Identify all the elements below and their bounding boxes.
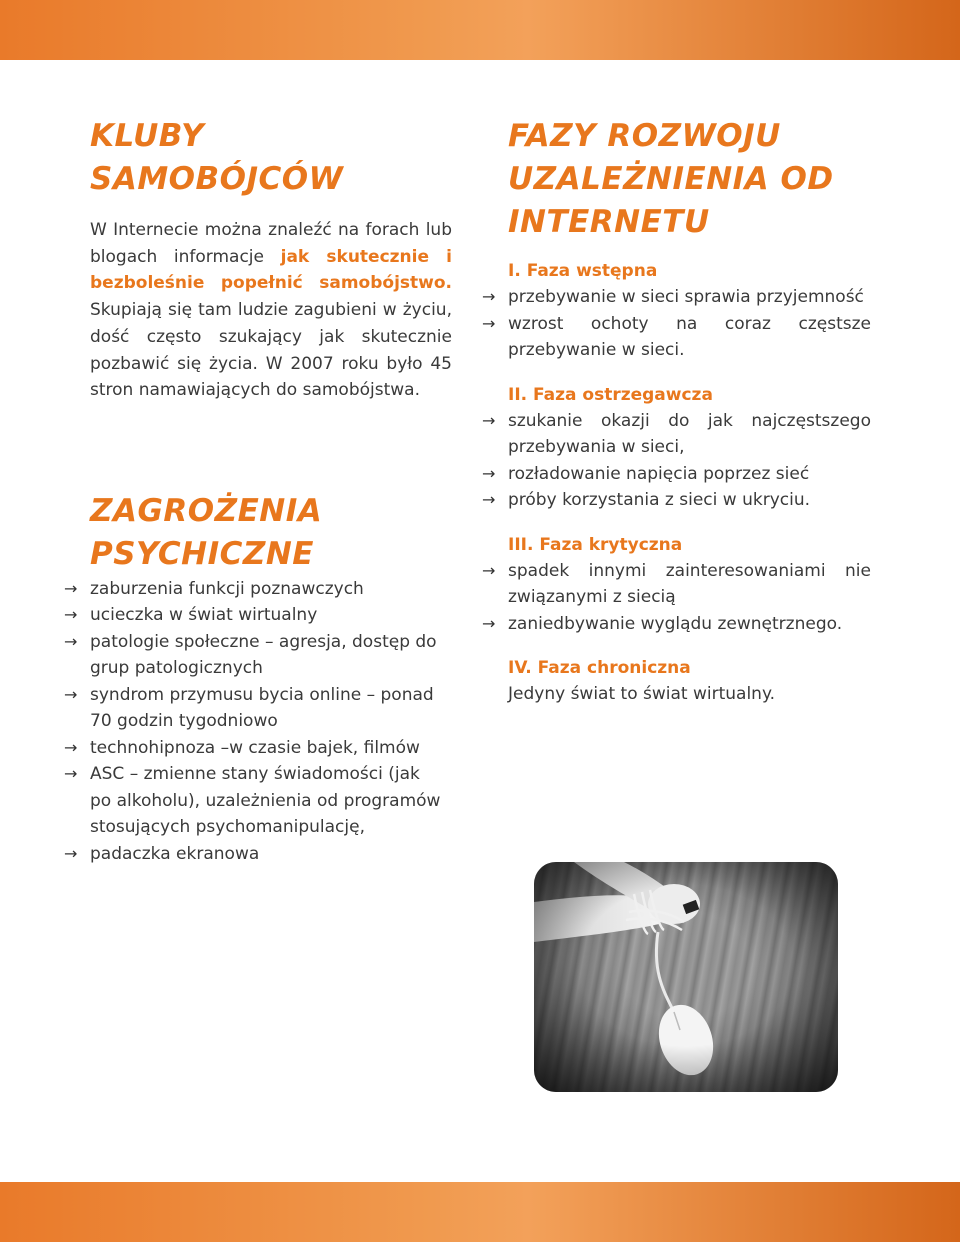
clubs-heading-line2: SAMOBÓJCÓW	[90, 161, 344, 197]
list-item	[64, 682, 452, 735]
tied-hands-mouse-photo	[534, 862, 838, 1092]
list-item-text: próby korzystania z sieci w ukryciu.	[508, 490, 810, 510]
right-column	[482, 115, 871, 707]
arrow-right-icon: →	[64, 578, 78, 598]
phase-2	[482, 382, 871, 514]
photo-illustration	[534, 862, 838, 1092]
list-item	[64, 761, 452, 841]
list-item	[482, 558, 871, 611]
phase-title: I. Faza wstępna	[508, 261, 658, 281]
clubs-text-highlight: jak skutecznie i bezboleśnie popełnić samobójstwo.	[90, 246, 452, 294]
list-item-text: wzrost ochoty na coraz częstsze przebywanie w sieci.	[508, 313, 871, 360]
phase-1-list	[482, 284, 871, 364]
arrow-right-icon: →	[482, 313, 496, 333]
list-item-text: ucieczka w świat wirtualny	[90, 605, 318, 626]
phases-heading	[508, 115, 871, 244]
phase-3-list	[482, 558, 871, 638]
clubs-text-end: Skupiają się tam ludzie zagubieni w życiu, dość często szukający jak skutecznie pozbawić się życia. W 2007 roku było 45 stron namawiających do samobójstwa.	[90, 300, 452, 401]
phase-title: IV. Faza chroniczna	[508, 658, 691, 678]
arrow-right-icon: →	[64, 737, 78, 757]
list-item	[64, 841, 452, 868]
list-item	[64, 629, 452, 682]
arrow-right-icon: →	[64, 843, 78, 863]
list-item-text: rozładowanie napięcia poprzez sieć	[508, 463, 810, 484]
phase-1	[482, 258, 871, 364]
phase-2-list	[482, 408, 871, 514]
list-item-text: zaniedbywanie wyglądu zewnętrznego.	[508, 613, 843, 634]
list-item-text: technohipnoza –w czasie bajek, filmów	[90, 737, 420, 758]
phases-heading-line1: FAZY ROZWOJU	[508, 118, 781, 154]
left-column	[64, 115, 452, 867]
clubs-heading	[90, 115, 452, 201]
list-item	[482, 611, 871, 638]
bottom-banner	[0, 1182, 960, 1242]
arrow-right-icon: →	[482, 463, 496, 483]
arrow-right-icon: →	[482, 490, 496, 509]
list-item-text: zaburzenia funkcji poznawczych	[90, 578, 364, 599]
list-item-text: szukanie okazji do jak najczęstszego przebywania w sieci,	[508, 410, 871, 457]
phases-heading-line2: UZALEŻNIENIA OD	[508, 161, 834, 197]
clubs-text-start: W Internecie można znaleźć na forach lub blogach informacje	[90, 220, 452, 267]
list-item	[64, 602, 452, 629]
list-item-text: przebywanie w sieci sprawia przyjemność	[508, 287, 864, 307]
arrow-right-icon: →	[482, 613, 496, 633]
threats-heading	[90, 490, 452, 576]
list-item	[64, 735, 452, 762]
arrow-right-icon: →	[482, 410, 496, 430]
list-item-text: ASC – zmienne stany świadomości (jak po alkoholu), uzależnienia od programów stosujących psychomanipulację,	[90, 764, 441, 838]
arrow-right-icon: →	[64, 684, 78, 704]
list-item-text: patologie społeczne – agresja, dostęp do grup patologicznych	[90, 631, 437, 679]
list-item	[482, 284, 871, 311]
list-item-text: syndrom przymusu bycia online – ponad 70 godzin tygodniowo	[90, 684, 434, 732]
clubs-paragraph	[90, 217, 452, 404]
phase-4-text: Jedyny świat to świat wirtualny.	[508, 684, 775, 704]
phase-title: III. Faza krytyczna	[508, 534, 683, 555]
list-item	[64, 576, 452, 603]
list-item	[482, 408, 871, 461]
arrow-right-icon: →	[64, 605, 78, 625]
phase-title: II. Faza ostrzegawcza	[508, 384, 713, 405]
phase-4	[508, 655, 871, 707]
phases-heading-line3: INTERNETU	[508, 204, 710, 240]
list-item	[482, 311, 871, 364]
vignette	[534, 862, 838, 1092]
top-banner	[0, 0, 960, 60]
arrow-right-icon: →	[64, 631, 78, 651]
threats-list	[64, 576, 452, 868]
phase-3	[482, 532, 871, 638]
arrow-right-icon: →	[64, 764, 78, 784]
list-item	[482, 487, 871, 514]
clubs-heading-line1: KLUBY	[90, 118, 205, 154]
list-item-text: padaczka ekranowa	[90, 843, 260, 864]
threats-heading-line1: ZAGROŻENIA	[90, 492, 323, 529]
arrow-right-icon: →	[482, 560, 496, 580]
list-item	[482, 461, 871, 488]
list-item-text: spadek innymi zainteresowaniami nie związanymi z siecią	[508, 560, 871, 607]
threats-heading-line2: PSYCHICZNE	[90, 535, 314, 572]
arrow-right-icon: →	[482, 287, 496, 306]
